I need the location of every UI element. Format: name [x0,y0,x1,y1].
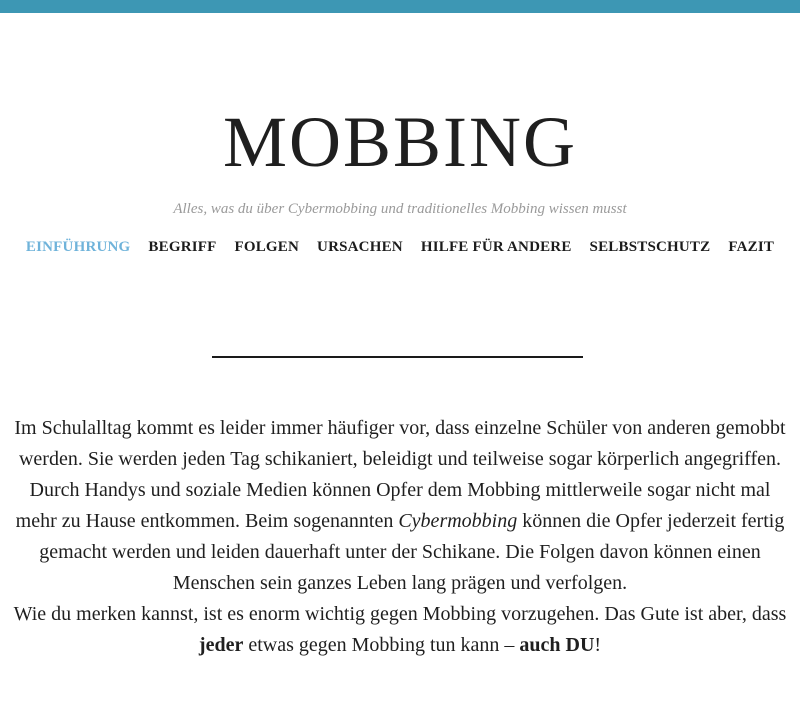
nav-item-ursachen[interactable]: URSACHEN [317,239,403,255]
site-tagline: Alles, was du über Cybermobbing und traditionelles Mobbing wissen musst [173,201,627,217]
nav-item-selbstschutz[interactable]: SELBSTSCHUTZ [589,239,711,255]
nav-item-einfuehrung[interactable]: EINFÜHRUNG [25,239,131,255]
intro-paragraph-1: Im Schulalltag kommt es leider immer häufiger vor, dass einzelne Schüler von anderen gemobbt werden. Sie werden jeden Tag schikaniert, beleidigt und teilweise sogar körperlich angegriffen. Durch Handys und soziale Medien können Opfer dem Mobbing mittlerweile sogar nicht mal mehr zu Hause entkommen. Beim sogenannten Cybermobbing können die Opfer jederzeit fertig gemacht werden und leiden dauerhaft unter der Schikane. Die Folgen davon können einen Menschen sein ganzes Leben lang prägen und verfolgen. [14,417,786,594]
intro-content [10,413,790,661]
nav-item-begriff[interactable]: BEGRIFF [148,239,217,255]
nav-item-fazit[interactable]: FAZIT [728,239,775,255]
intro-paragraph-2: Wie du merken kannst, ist es enorm wichtig gegen Mobbing vorzugehen. Das Gute ist aber, dass jeder etwas gegen Mobbing tun kann – auch DU! [13,603,787,656]
nav-item-folgen[interactable]: FOLGEN [234,239,300,255]
section-divider [212,356,583,358]
top-accent-bar [0,0,800,13]
nav-item-hilfe-fuer-andere[interactable]: HILFE FÜR ANDERE [420,239,572,255]
main-navigation [0,237,800,257]
site-title[interactable]: MOBBING [222,102,578,182]
